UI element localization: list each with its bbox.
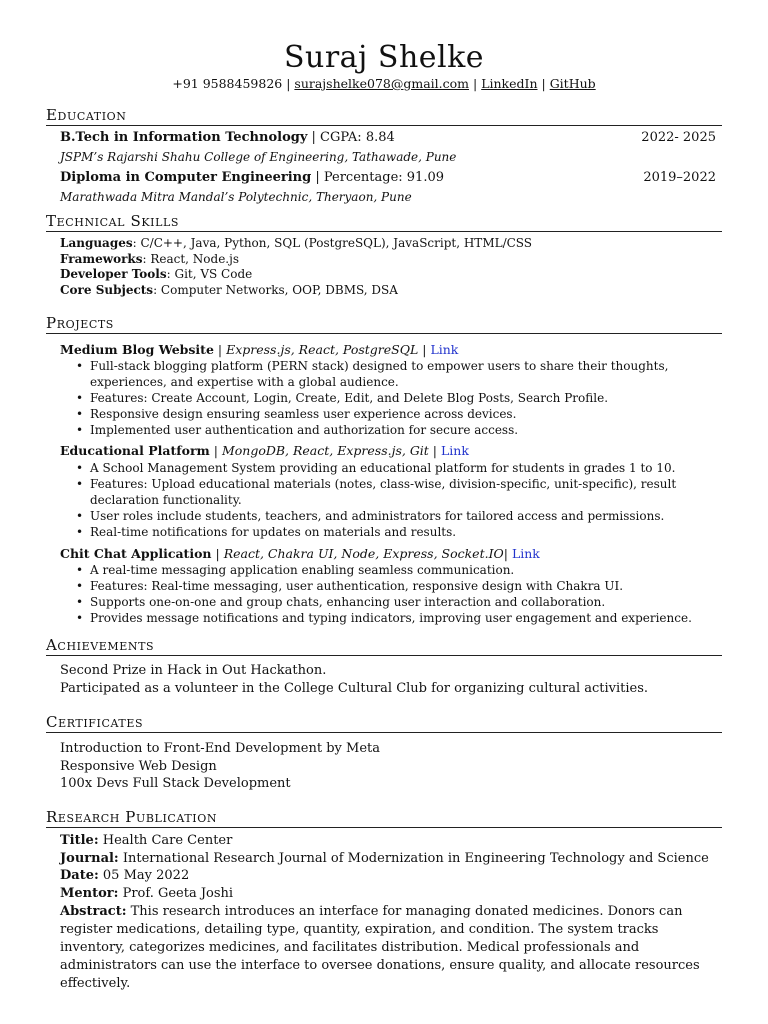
research-mentor-value: Prof. Geeta Joshi bbox=[118, 886, 234, 901]
research-mentor-label: Mentor: bbox=[60, 886, 119, 901]
separator: | bbox=[211, 546, 224, 561]
separator: | bbox=[537, 76, 550, 91]
achievement-item: Participated as a volunteer in the College Cultural Club for organizing cultural activities. bbox=[60, 681, 649, 696]
project-header bbox=[60, 443, 716, 459]
skill-value: : Computer Networks, OOP, DBMS, DSA bbox=[153, 283, 398, 297]
list-item: • Features: Create Account, Login, Create, Edit, and Delete Blog Posts, Search Profile. bbox=[76, 390, 712, 406]
research-abstract bbox=[60, 903, 720, 993]
certificate-item: 100x Devs Full Stack Development bbox=[60, 776, 291, 791]
separator: | bbox=[469, 76, 482, 91]
separator: | bbox=[418, 342, 431, 357]
research-title-value: Health Care Center bbox=[98, 833, 233, 848]
education-item bbox=[60, 130, 716, 146]
separator: | bbox=[428, 443, 441, 458]
skill-row bbox=[60, 236, 716, 252]
project-header bbox=[60, 546, 716, 562]
list-item: • Real-time notifications for updates on materials and results. bbox=[76, 524, 712, 540]
section-title-certificates: Certificates bbox=[46, 713, 722, 733]
project-bullets bbox=[76, 460, 712, 540]
list-item: • A real-time messaging application enabling seamless communication. bbox=[76, 562, 712, 578]
degree-score: | Percentage: 91.09 bbox=[311, 170, 444, 185]
degree-score: | CGPA: 8.84 bbox=[307, 130, 395, 145]
research-date-value: 05 May 2022 bbox=[98, 868, 190, 883]
skill-label: Frameworks bbox=[60, 252, 143, 266]
skill-value: : Git, VS Code bbox=[166, 267, 253, 281]
phone-number: +91 9588459826 bbox=[172, 76, 283, 91]
section-title-skills: Technical Skills bbox=[46, 212, 722, 232]
research-date-row bbox=[60, 867, 716, 885]
list-item: • Features: Upload educational materials (notes, class-wise, division-specific, unit-specific), result declaration functionality. bbox=[76, 476, 712, 508]
skill-value: : React, Node.js bbox=[142, 252, 239, 266]
list-item: • Supports one-on-one and group chats, enhancing user interaction and collaboration. bbox=[76, 594, 712, 610]
skill-row bbox=[60, 267, 716, 283]
degree-name: Diploma in Computer Engineering bbox=[60, 170, 312, 185]
school-name: Marathwada Mitra Mandal’s Polytechnic, Theryaon, Pune bbox=[60, 190, 412, 204]
research-journal-value: International Research Journal of Modernization in Engineering Technology and Science bbox=[118, 851, 709, 866]
school-name: JSPM’s Rajarshi Shahu College of Engineering, Tathawade, Pune bbox=[60, 150, 457, 164]
certificate-item: Introduction to Front-End Development by Meta bbox=[60, 741, 380, 756]
project-link[interactable]: Link bbox=[441, 443, 469, 458]
skill-row bbox=[60, 283, 716, 299]
research-date-label: Date: bbox=[60, 868, 99, 883]
research-mentor-row bbox=[60, 885, 716, 903]
project-tech: MongoDB, React, Express.js, Git bbox=[221, 443, 429, 458]
separator: | bbox=[503, 546, 512, 561]
section-title-education: Education bbox=[46, 106, 722, 126]
skill-value: : C/C++, Java, Python, SQL (PostgreSQL), JavaScript, HTML/CSS bbox=[132, 236, 533, 250]
project-bullets bbox=[76, 562, 712, 626]
research-title-row bbox=[60, 832, 716, 850]
skill-label: Developer Tools bbox=[60, 267, 167, 281]
list-item: • A School Management System providing an educational platform for students in grades 1 to 10. bbox=[76, 460, 712, 476]
project-name: Medium Blog Website bbox=[60, 342, 214, 357]
project-name: Educational Platform bbox=[60, 443, 210, 458]
contact-line bbox=[0, 76, 768, 91]
project-tech: Express.js, React, PostgreSQL bbox=[226, 342, 419, 357]
list-item: • Full-stack blogging platform (PERN stack) designed to empower users to share their thoughts, experiences, and expertise with a global audience. bbox=[76, 358, 712, 390]
certificate-item: Responsive Web Design bbox=[60, 759, 217, 774]
section-title-research: Research Publication bbox=[46, 808, 722, 828]
separator: | bbox=[282, 76, 295, 91]
skill-row bbox=[60, 252, 716, 268]
separator: | bbox=[213, 342, 227, 357]
skill-label: Core Subjects bbox=[60, 283, 154, 297]
linkedin-link[interactable]: LinkedIn bbox=[481, 76, 538, 91]
research-abstract-value: This research introduces an interface for managing donated medicines. Donors can register medications, detailing type, quantity, expiration, and condition. The system tracks inventory, categorizes medicines, and facilitates distribution. Medical professionals and administrators can use the interface to oversee donations, ensure quality, and allocate resources effectively. bbox=[60, 904, 700, 991]
project-header bbox=[60, 342, 716, 358]
project-link[interactable]: Link bbox=[511, 546, 540, 561]
project-tech: React, Chakra UI, Node, Express, Socket.IO bbox=[223, 546, 504, 561]
list-item: • Provides message notifications and typing indicators, improving user engagement and experience. bbox=[76, 610, 712, 626]
list-item: • Features: Real-time messaging, user authentication, responsive design with Chakra UI. bbox=[76, 578, 712, 594]
research-journal-label: Journal: bbox=[60, 851, 119, 866]
research-title-label: Title: bbox=[60, 833, 99, 848]
research-abstract-label: Abstract: bbox=[60, 904, 127, 919]
separator: | bbox=[209, 443, 222, 458]
project-name: Chit Chat Application bbox=[60, 546, 212, 561]
achievement-item: Second Prize in Hack in Out Hackathon. bbox=[60, 663, 327, 678]
list-item: • Implemented user authentication and authorization for secure access. bbox=[76, 422, 712, 438]
research-journal-row bbox=[60, 850, 716, 868]
education-item bbox=[60, 170, 716, 186]
degree-years: 2019–2022 bbox=[643, 170, 716, 185]
candidate-name: Suraj Shelke bbox=[283, 40, 485, 75]
skill-label: Languages bbox=[60, 236, 133, 250]
list-item: • Responsive design ensuring seamless user experience across devices. bbox=[76, 406, 712, 422]
list-item: • User roles include students, teachers, and administrators for tailored access and permissions. bbox=[76, 508, 712, 524]
project-bullets bbox=[76, 358, 712, 438]
degree-years: 2022- 2025 bbox=[641, 130, 716, 145]
project-link[interactable]: Link bbox=[430, 342, 459, 357]
github-link[interactable]: GitHub bbox=[549, 76, 596, 91]
degree-name: B.Tech in Information Technology bbox=[60, 130, 308, 145]
email-link[interactable]: surajshelke078@gmail.com bbox=[294, 76, 470, 91]
section-title-achievements: Achievements bbox=[46, 636, 722, 656]
section-title-projects: Projects bbox=[46, 314, 722, 334]
